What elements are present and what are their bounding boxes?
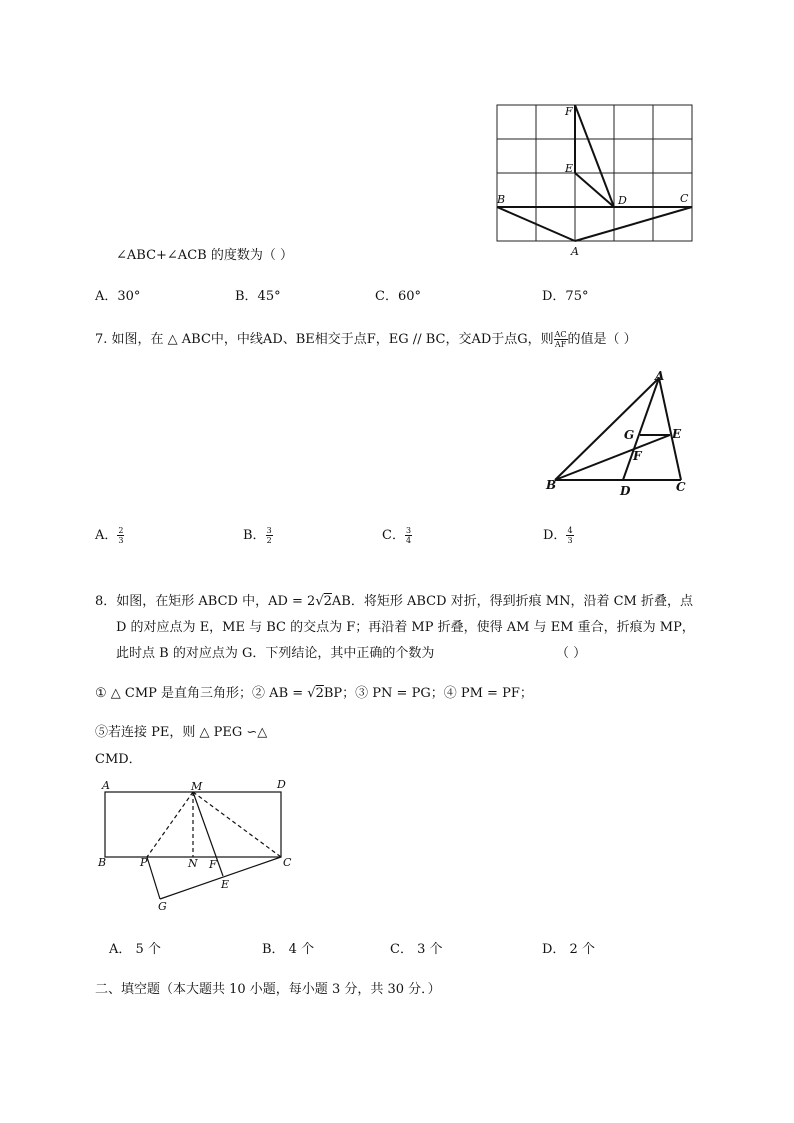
q8-label-c: C xyxy=(283,856,292,869)
q8-rectangle-figure xyxy=(90,772,310,912)
q8-label-n: N xyxy=(188,857,198,870)
q8-option-c: C． 3 个 xyxy=(390,942,443,957)
q6-option-d: D．75° xyxy=(542,289,589,304)
q8-option-b: B． 4 个 xyxy=(262,942,315,957)
q8-conditions-line1: ① △ CMP 是直角三角形；② AB = √2BP；③ PN = PG；④ PM = PF； xyxy=(95,686,533,701)
q6-label-d: D xyxy=(618,194,627,207)
q6-stem: ∠ABC+∠ACB 的度数为（ ） xyxy=(116,248,293,263)
sqrt-symbol: √ xyxy=(307,686,316,701)
q7-label-d: D xyxy=(620,484,631,498)
q7-label-e: E xyxy=(672,427,682,441)
q6-label-f: F xyxy=(565,105,573,118)
q7-frac-num: AC xyxy=(554,330,567,339)
q6-label-b: B xyxy=(497,193,506,206)
sqrt-symbol: √ xyxy=(315,594,324,609)
q8-answer-paren: （ ） xyxy=(556,646,587,661)
q6-label-c: C xyxy=(680,192,689,205)
q8-option-a: A． 5 个 xyxy=(109,942,161,957)
q7-label-b: B xyxy=(546,478,557,492)
q8-label-g: G xyxy=(158,900,167,912)
q6-label-a: A xyxy=(571,245,579,258)
q8-label-m: M xyxy=(191,780,203,793)
q8-option-d: D． 2 个 xyxy=(542,942,595,957)
q8-line1: 8．如图，在矩形 ABCD 中，AD = 2√2AB．将矩形 ABCD 对折，得到折痕 MN，沿着 CM 折叠，点 xyxy=(95,594,694,609)
q8-label-f: F xyxy=(209,858,217,871)
q7-label-a: A xyxy=(655,369,665,383)
q8-line3: 此时点 B 的对应点为 G．下列结论，其中正确的个数为 xyxy=(116,646,435,661)
q7-stem xyxy=(95,328,637,349)
q8-label-a: A xyxy=(102,779,110,792)
q7-label-g: G xyxy=(624,428,635,442)
q8-label-d: D xyxy=(277,778,286,791)
q8-label-p: P xyxy=(140,856,148,869)
q7-frac-den: AF xyxy=(554,340,567,349)
q8-label-e: E xyxy=(221,878,230,891)
q6-option-b: B．45° xyxy=(235,289,281,304)
q6-option-c: C．60° xyxy=(375,289,421,304)
q7-stem-fraction xyxy=(554,330,568,349)
q8-label-b: B xyxy=(98,856,107,869)
section-2-heading: 二、填空题（本大题共 10 小题，每小题 3 分，共 30 分．） xyxy=(95,982,441,997)
q7-triangle-figure xyxy=(540,368,700,498)
q7-option-b: B． $\frac{3}{2}$ xyxy=(243,526,272,545)
q8-line2: D 的对应点为 E，ME 与 BC 的交点为 F；再沿着 MP 折叠，使得 AM 与 EM 重合，折痕为 MP， xyxy=(116,620,695,635)
q6-grid-figure xyxy=(492,100,702,260)
q7-label-c: C xyxy=(676,480,686,494)
q7-stem-after: 的值是（ ） xyxy=(567,332,637,347)
q7-option-c: C． $\frac{3}{4}$ xyxy=(382,526,412,545)
q8-conditions-line2: ⑤若连接 PE，则 △ PEG ∽△ xyxy=(95,725,268,740)
q6-option-a: A．30° xyxy=(95,289,141,304)
q7-option-a: A． $\frac{2}{3}$ xyxy=(95,526,124,545)
q8-conditions-line3: CMD． xyxy=(95,752,142,767)
q6-label-e: E xyxy=(565,162,574,175)
q7-option-d: D． $\frac{4}{3}$ xyxy=(543,526,573,545)
q7-stem-before: 7. 如图，在 △ ABC中，中线AD、BE相交于点F，EG // BC，交AD于点G，则 xyxy=(95,332,554,347)
q7-label-f: F xyxy=(633,449,642,463)
